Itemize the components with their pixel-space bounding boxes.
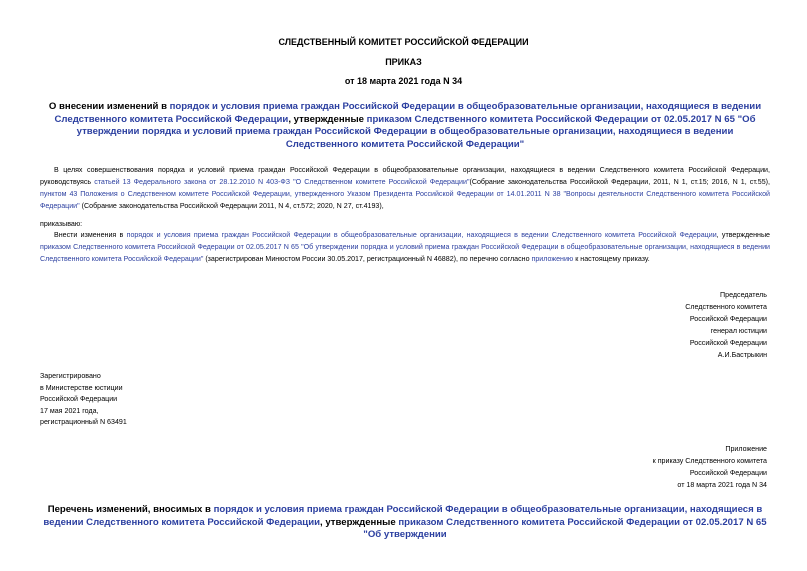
appendix-title-link-procedure[interactable]: порядок и условия приема граждан Российской Федерации в общеобразовательные организации, находящиеся в ведении Следственного комитета Российской Федерации	[43, 504, 763, 528]
preamble-link-regulation[interactable]: пунктом 43 Положения о Следственном комитете Российской Федерации, утвержденного Указом Президента Российской Федерации от 14.01.2011 N 38 "Вопросы деятельности Следственного комитета Российской Федерации"	[40, 190, 770, 210]
appendix-line: Российской Федерации	[689, 469, 767, 478]
title-link-order[interactable]: приказом Следственного комитета Российской Федерации от 02.05.2017 N 65 "Об утверждении порядка и условий приема граждан Российской Федерации в общеобразовательные организации, находящиеся в ведении Следственного комитета Российской Федерации"	[76, 113, 756, 150]
appendix-block	[653, 443, 767, 491]
preamble-paragraph	[40, 164, 770, 212]
registration-block	[40, 371, 127, 429]
document-type: ПРИКАЗ	[385, 57, 422, 67]
organization-heading: СЛЕДСТВЕННЫЙ КОМИТЕТ РОССИЙСКОЙ ФЕДЕРАЦИИ	[278, 37, 529, 47]
title-text-2: , утвержденные	[288, 113, 367, 125]
order-text-1: Внести изменения в	[54, 231, 127, 239]
registration-line: 17 мая 2021 года,	[40, 406, 99, 415]
signature-line: Следственного комитета	[685, 303, 767, 312]
order-text-4: к настоящему приказу.	[573, 255, 650, 263]
registration-line: в Министерстве юстиции	[40, 383, 123, 392]
appendix-line: Приложение	[725, 445, 767, 453]
signature-block	[685, 289, 767, 362]
registration-line: Зарегистрировано	[40, 372, 101, 380]
order-word: приказываю:	[40, 220, 83, 228]
signature-line: Российской Федерации	[689, 315, 767, 324]
appendix-title-text-2: , утвержденные	[320, 516, 399, 528]
appendix-title	[40, 504, 770, 542]
document-date-number: от 18 марта 2021 года N 34	[344, 76, 463, 86]
title-text-1: О внесении изменений в	[48, 101, 170, 112]
preamble-text-2: (Собрание законодательства Российской Федерации, 2011, N 1, ст.15; 2016, N 1, ст.55),	[469, 178, 771, 186]
order-text-2: , утвержденные	[716, 231, 770, 239]
appendix-title-link-order[interactable]: приказом Следственного комитета Российской Федерации от 02.05.2017 N 65 "Об утверждении	[363, 516, 767, 540]
signature-line: Российской Федерации	[689, 339, 767, 348]
signature-line: генерал юстиции	[710, 327, 767, 336]
preamble-text-3: (Собрание законодательства Российской Федерации 2011, N 4, ст.572; 2020, N 27, ст.4193),	[79, 202, 384, 210]
order-paragraph	[40, 229, 770, 265]
title-link-procedure[interactable]: порядок и условия приема граждан Российской Федерации в общеобразовательные организации, находящиеся в ведении Следственного комитета Российской Федерации	[54, 101, 762, 125]
appendix-line: к приказу Следственного комитета	[652, 457, 767, 466]
appendix-line: от 18 марта 2021 года N 34	[677, 481, 767, 490]
order-text-3: (зарегистрирован Минюстом России 30.05.2017, регистрационный N 46882), по перечню согласно	[203, 255, 532, 263]
order-link-appendix[interactable]: приложению	[531, 255, 574, 263]
signature-name: А.И.Бастрыкин	[717, 351, 767, 360]
preamble-text-1: В целях совершенствования порядка и условий приема граждан Российской Федерации в общеобразовательные организации, находящиеся в ведении Следственного комитета Российской Федерации, руководствуясь	[40, 166, 770, 186]
appendix-title-text-1: Перечень изменений, вносимых в	[47, 504, 214, 515]
registration-line: регистрационный N 63491	[40, 418, 127, 427]
document-title	[40, 101, 770, 151]
order-link-order[interactable]: приказом Следственного комитета Российской Федерации от 02.05.2017 N 65 "Об утверждении порядка и условий приема граждан Российской Федерации в общеобразовательные организации, находящиеся в ведении Следственного комитета Российской Федерации"	[40, 243, 770, 263]
order-link-procedure[interactable]: порядок и условия приема граждан Российской Федерации в общеобразовательные организации, находящиеся в ведении Следственного комитета Российской Федерации	[126, 231, 717, 239]
signature-line: Председатель	[720, 291, 767, 299]
preamble-link-law[interactable]: статьей 13 Федерального закона от 28.12.2010 N 403-ФЗ "О Следственном комитете Российской Федерации"	[94, 178, 470, 186]
registration-line: Российской Федерации	[40, 395, 118, 404]
